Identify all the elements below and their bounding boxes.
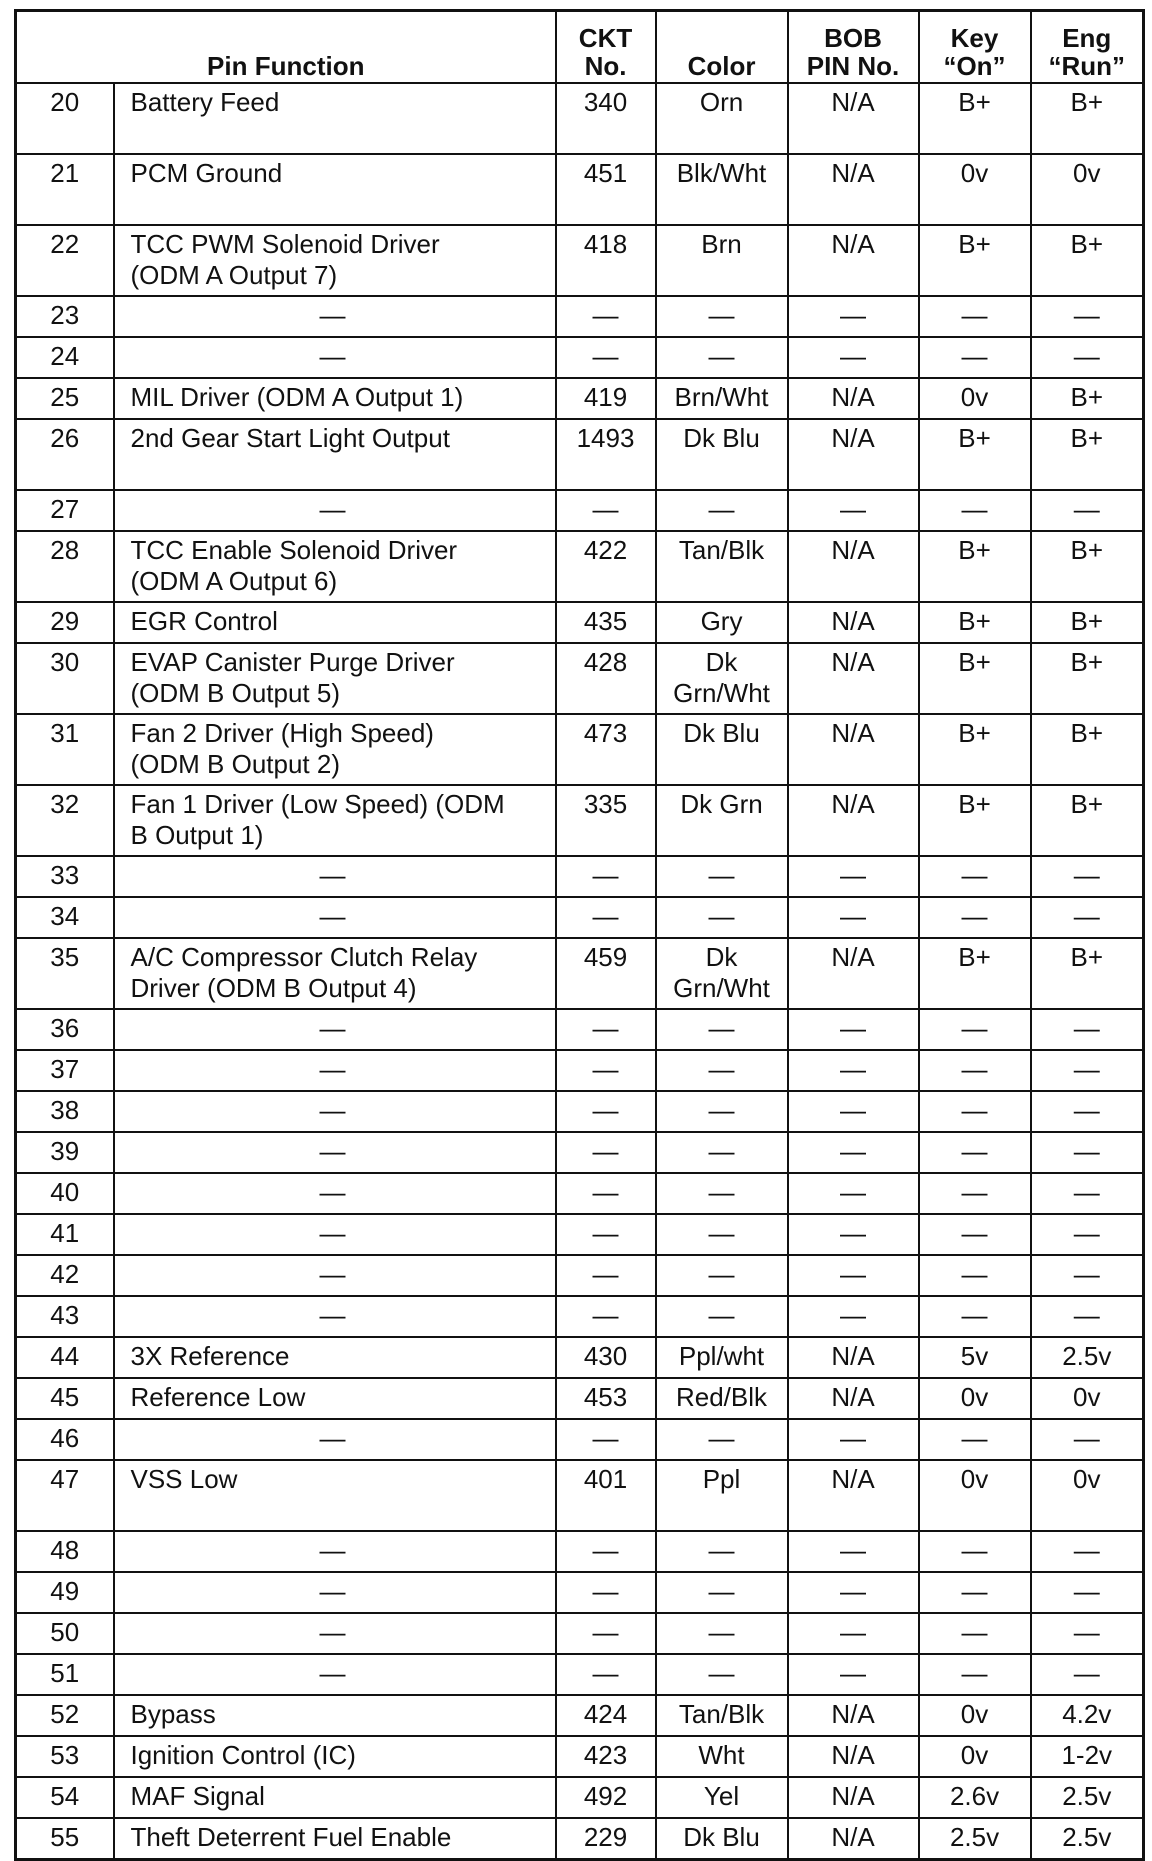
key-on-value: — (919, 337, 1031, 378)
key-on-value: — (919, 1173, 1031, 1214)
eng-run-value: 2.5v (1031, 1818, 1144, 1860)
table-row (16, 785, 1144, 856)
wire-color: — (656, 1091, 788, 1132)
key-on-value: — (919, 856, 1031, 897)
circuit-number: 229 (556, 1818, 656, 1860)
pin-function: — (114, 490, 556, 531)
bob-pin-number: — (788, 1613, 919, 1654)
eng-run-value: — (1031, 1572, 1144, 1613)
pin-number: 24 (16, 337, 114, 378)
pin-number: 51 (16, 1654, 114, 1695)
eng-run-value: 2.5v (1031, 1337, 1144, 1378)
table-row (16, 1296, 1144, 1337)
bob-pin-number: — (788, 296, 919, 337)
wire-color: — (656, 337, 788, 378)
key-on-value: 0v (919, 1695, 1031, 1736)
key-on-value: B+ (919, 602, 1031, 643)
key-on-value: — (919, 1296, 1031, 1337)
key-on-value: — (919, 1091, 1031, 1132)
pin-number: 46 (16, 1419, 114, 1460)
key-on-value: 0v (919, 1460, 1031, 1531)
wire-color: — (656, 897, 788, 938)
circuit-number: — (556, 1050, 656, 1091)
key-on-value: 2.5v (919, 1818, 1031, 1860)
pinout-sheet (14, 9, 1142, 1861)
key-on-value: — (919, 1613, 1031, 1654)
wire-color: Gry (656, 602, 788, 643)
eng-run-value: B+ (1031, 714, 1144, 785)
circuit-number: — (556, 1654, 656, 1695)
eng-run-value: — (1031, 1214, 1144, 1255)
circuit-number: — (556, 1255, 656, 1296)
pin-number: 47 (16, 1460, 114, 1531)
circuit-number: — (556, 1296, 656, 1337)
pin-function: Ignition Control (IC) (114, 1736, 556, 1777)
eng-run-value: — (1031, 897, 1144, 938)
wire-color: — (656, 1009, 788, 1050)
circuit-number: 430 (556, 1337, 656, 1378)
table-row (16, 1572, 1144, 1613)
bob-pin-number: — (788, 1531, 919, 1572)
pin-function: — (114, 897, 556, 938)
bob-pin-number: N/A (788, 1818, 919, 1860)
pin-function: EGR Control (114, 602, 556, 643)
key-on-value: 2.6v (919, 1777, 1031, 1818)
table-row (16, 856, 1144, 897)
bob-pin-number: — (788, 1255, 919, 1296)
pin-function: — (114, 1173, 556, 1214)
circuit-number: 451 (556, 154, 656, 225)
wire-color: — (656, 296, 788, 337)
pin-number: 23 (16, 296, 114, 337)
pin-function: — (114, 1296, 556, 1337)
bob-pin-number: N/A (788, 643, 919, 714)
pin-function: TCC Enable Solenoid Driver (ODM A Output 6) (114, 531, 556, 602)
pin-function: — (114, 1091, 556, 1132)
table-row (16, 1009, 1144, 1050)
eng-run-value: — (1031, 1050, 1144, 1091)
pin-function: — (114, 1613, 556, 1654)
key-on-value: — (919, 1009, 1031, 1050)
circuit-number: — (556, 490, 656, 531)
pin-number: 39 (16, 1132, 114, 1173)
bob-pin-number: N/A (788, 1695, 919, 1736)
circuit-number: 1493 (556, 419, 656, 490)
bob-pin-number: — (788, 1173, 919, 1214)
table-row (16, 1050, 1144, 1091)
pin-function: Battery Feed (114, 83, 556, 154)
key-on-value: — (919, 1531, 1031, 1572)
pin-number: 45 (16, 1378, 114, 1419)
key-on-header: Key “On” (919, 11, 1031, 84)
circuit-number: 340 (556, 83, 656, 154)
wire-color: — (656, 1572, 788, 1613)
eng-run-value: — (1031, 1173, 1144, 1214)
circuit-number: — (556, 1173, 656, 1214)
table-row (16, 154, 1144, 225)
key-on-value: B+ (919, 83, 1031, 154)
table-row (16, 1419, 1144, 1460)
table-row (16, 1255, 1144, 1296)
wire-color: Yel (656, 1777, 788, 1818)
eng-run-value: — (1031, 1091, 1144, 1132)
header-row (16, 11, 1144, 84)
bob-pin-number: N/A (788, 1736, 919, 1777)
table-row (16, 1695, 1144, 1736)
pin-function: Fan 1 Driver (Low Speed) (ODM B Output 1) (114, 785, 556, 856)
bob-pin-number: — (788, 337, 919, 378)
circuit-number: — (556, 1531, 656, 1572)
pin-function: — (114, 1419, 556, 1460)
ckt-header: CKT No. (556, 11, 656, 84)
circuit-number: — (556, 1214, 656, 1255)
key-on-value: — (919, 1419, 1031, 1460)
circuit-number: 401 (556, 1460, 656, 1531)
wire-color: — (656, 1214, 788, 1255)
bob-pin-number: — (788, 1009, 919, 1050)
eng-run-value: — (1031, 1613, 1144, 1654)
bob-pin-number: N/A (788, 602, 919, 643)
circuit-number: 453 (556, 1378, 656, 1419)
pin-number: 20 (16, 83, 114, 154)
key-on-value: B+ (919, 531, 1031, 602)
wire-color: — (656, 1132, 788, 1173)
pin-number: 36 (16, 1009, 114, 1050)
pin-function: — (114, 856, 556, 897)
wire-color: Tan/Blk (656, 531, 788, 602)
wire-color: Dk Blu (656, 714, 788, 785)
circuit-number: — (556, 897, 656, 938)
pin-number: 21 (16, 154, 114, 225)
circuit-number: — (556, 1613, 656, 1654)
pin-number: 44 (16, 1337, 114, 1378)
key-on-value: 5v (919, 1337, 1031, 1378)
pin-number: 29 (16, 602, 114, 643)
table-row (16, 531, 1144, 602)
eng-run-value: — (1031, 1132, 1144, 1173)
eng-run-value: B+ (1031, 938, 1144, 1009)
wire-color: Dk Grn/Wht (656, 938, 788, 1009)
circuit-number: — (556, 1419, 656, 1460)
pin-number: 34 (16, 897, 114, 938)
bob-pin-number: N/A (788, 531, 919, 602)
color-header: Color (656, 11, 788, 84)
eng-run-value: B+ (1031, 602, 1144, 643)
key-on-value: — (919, 1572, 1031, 1613)
wire-color: — (656, 1255, 788, 1296)
key-on-value: B+ (919, 714, 1031, 785)
pin-function: — (114, 1654, 556, 1695)
eng-run-value: — (1031, 490, 1144, 531)
circuit-number: 473 (556, 714, 656, 785)
table-row (16, 419, 1144, 490)
eng-run-value: B+ (1031, 643, 1144, 714)
key-on-value: — (919, 1654, 1031, 1695)
eng-run-value: — (1031, 1255, 1144, 1296)
pin-function: PCM Ground (114, 154, 556, 225)
table-row (16, 1818, 1144, 1860)
eng-run-value: 2.5v (1031, 1777, 1144, 1818)
pin-number: 38 (16, 1091, 114, 1132)
pin-function: MIL Driver (ODM A Output 1) (114, 378, 556, 419)
bob-pin-number: N/A (788, 1777, 919, 1818)
wire-color: — (656, 856, 788, 897)
table-row (16, 1654, 1144, 1695)
pin-number: 40 (16, 1173, 114, 1214)
circuit-number: 435 (556, 602, 656, 643)
eng-run-value: — (1031, 1296, 1144, 1337)
circuit-number: — (556, 1572, 656, 1613)
bob-pin-number: — (788, 897, 919, 938)
wire-color: Dk Blu (656, 1818, 788, 1860)
wire-color: Dk Grn/Wht (656, 643, 788, 714)
key-on-value: — (919, 1255, 1031, 1296)
eng-run-value: B+ (1031, 225, 1144, 296)
eng-run-value: — (1031, 856, 1144, 897)
bob-pin-header: BOB PIN No. (788, 11, 919, 84)
bob-pin-number: — (788, 1214, 919, 1255)
pin-function: — (114, 1132, 556, 1173)
table-body (16, 83, 1144, 1860)
table-row (16, 714, 1144, 785)
bob-pin-number: — (788, 1050, 919, 1091)
bob-pin-number: N/A (788, 225, 919, 296)
table-row (16, 490, 1144, 531)
circuit-number: 422 (556, 531, 656, 602)
circuit-number: — (556, 856, 656, 897)
bob-pin-number: N/A (788, 419, 919, 490)
table-row (16, 1173, 1144, 1214)
circuit-number: — (556, 296, 656, 337)
table-row (16, 337, 1144, 378)
wire-color: Ppl/wht (656, 1337, 788, 1378)
pin-function: — (114, 1214, 556, 1255)
pin-number: 53 (16, 1736, 114, 1777)
key-on-value: B+ (919, 643, 1031, 714)
circuit-number: — (556, 1132, 656, 1173)
pin-function: MAF Signal (114, 1777, 556, 1818)
pin-number: 22 (16, 225, 114, 296)
circuit-number: 335 (556, 785, 656, 856)
bob-pin-number: N/A (788, 1378, 919, 1419)
circuit-number: 418 (556, 225, 656, 296)
pin-number: 33 (16, 856, 114, 897)
bob-pin-number: — (788, 1654, 919, 1695)
pin-function: A/C Compressor Clutch Relay Driver (ODM B Output 4) (114, 938, 556, 1009)
pin-function: EVAP Canister Purge Driver (ODM B Output 5) (114, 643, 556, 714)
pin-number: 27 (16, 490, 114, 531)
pin-function: — (114, 296, 556, 337)
table-row (16, 225, 1144, 296)
circuit-number: — (556, 337, 656, 378)
key-on-value: 0v (919, 1736, 1031, 1777)
pin-function: Theft Deterrent Fuel Enable (114, 1818, 556, 1860)
wire-color: — (656, 1531, 788, 1572)
pin-number: 25 (16, 378, 114, 419)
pin-number: 28 (16, 531, 114, 602)
table-row (16, 1214, 1144, 1255)
pin-number: 35 (16, 938, 114, 1009)
wire-color: — (656, 490, 788, 531)
pin-function: — (114, 1050, 556, 1091)
table-row (16, 1613, 1144, 1654)
eng-run-value: B+ (1031, 83, 1144, 154)
pin-number: 49 (16, 1572, 114, 1613)
eng-run-value: B+ (1031, 785, 1144, 856)
circuit-number: 492 (556, 1777, 656, 1818)
wire-color: — (656, 1613, 788, 1654)
pin-number: 42 (16, 1255, 114, 1296)
bob-pin-number: — (788, 1419, 919, 1460)
bob-pin-number: N/A (788, 378, 919, 419)
key-on-value: — (919, 1214, 1031, 1255)
pin-function: — (114, 1572, 556, 1613)
wire-color: — (656, 1296, 788, 1337)
eng-run-value: — (1031, 1654, 1144, 1695)
pin-number: 43 (16, 1296, 114, 1337)
circuit-number: 424 (556, 1695, 656, 1736)
pin-function: TCC PWM Solenoid Driver (ODM A Output 7) (114, 225, 556, 296)
bob-pin-number: N/A (788, 83, 919, 154)
table-row (16, 1091, 1144, 1132)
circuit-number: — (556, 1091, 656, 1132)
pin-number: 52 (16, 1695, 114, 1736)
wire-color: Brn (656, 225, 788, 296)
wire-color: — (656, 1419, 788, 1460)
pin-function: — (114, 1009, 556, 1050)
table-row (16, 897, 1144, 938)
pin-number: 48 (16, 1531, 114, 1572)
pin-function-header: Pin Function (16, 11, 556, 84)
wire-color: — (656, 1654, 788, 1695)
circuit-number: — (556, 1009, 656, 1050)
pin-function: 3X Reference (114, 1337, 556, 1378)
pin-number: 41 (16, 1214, 114, 1255)
pin-function: Fan 2 Driver (High Speed) (ODM B Output 2) (114, 714, 556, 785)
table-row (16, 1736, 1144, 1777)
pin-function: — (114, 1255, 556, 1296)
bob-pin-number: N/A (788, 1460, 919, 1531)
table-row (16, 378, 1144, 419)
bob-pin-number: — (788, 1091, 919, 1132)
bob-pin-number: — (788, 1132, 919, 1173)
table-row (16, 1378, 1144, 1419)
wire-color: Orn (656, 83, 788, 154)
bob-pin-number: N/A (788, 785, 919, 856)
table-row (16, 1337, 1144, 1378)
table-row (16, 938, 1144, 1009)
eng-run-value: B+ (1031, 419, 1144, 490)
pin-number: 54 (16, 1777, 114, 1818)
bob-pin-number: N/A (788, 154, 919, 225)
wire-color: — (656, 1050, 788, 1091)
eng-run-value: — (1031, 1531, 1144, 1572)
circuit-number: 428 (556, 643, 656, 714)
eng-run-value: 1-2v (1031, 1736, 1144, 1777)
eng-run-value: 0v (1031, 1378, 1144, 1419)
key-on-value: B+ (919, 225, 1031, 296)
bob-pin-number: — (788, 1572, 919, 1613)
wire-color: — (656, 1173, 788, 1214)
table-row (16, 1460, 1144, 1531)
circuit-number: 423 (556, 1736, 656, 1777)
table-row (16, 1132, 1144, 1173)
eng-run-value: B+ (1031, 378, 1144, 419)
eng-run-value: 0v (1031, 154, 1144, 225)
key-on-value: B+ (919, 419, 1031, 490)
table-row (16, 643, 1144, 714)
circuit-number: 419 (556, 378, 656, 419)
wire-color: Dk Grn (656, 785, 788, 856)
bob-pin-number: — (788, 1296, 919, 1337)
wire-color: Blk/Wht (656, 154, 788, 225)
pin-number: 32 (16, 785, 114, 856)
pin-number: 37 (16, 1050, 114, 1091)
eng-run-value: — (1031, 296, 1144, 337)
pin-function: Bypass (114, 1695, 556, 1736)
pin-function: — (114, 337, 556, 378)
table-row (16, 1531, 1144, 1572)
key-on-value: — (919, 490, 1031, 531)
eng-run-value: — (1031, 1419, 1144, 1460)
eng-run-value: 0v (1031, 1460, 1144, 1531)
pin-number: 50 (16, 1613, 114, 1654)
wire-color: Brn/Wht (656, 378, 788, 419)
bob-pin-number: — (788, 490, 919, 531)
eng-run-value: — (1031, 337, 1144, 378)
key-on-value: — (919, 1132, 1031, 1173)
pin-number: 55 (16, 1818, 114, 1860)
circuit-number: 459 (556, 938, 656, 1009)
wire-color: Tan/Blk (656, 1695, 788, 1736)
key-on-value: — (919, 296, 1031, 337)
table-row (16, 602, 1144, 643)
key-on-value: — (919, 1050, 1031, 1091)
wire-color: Ppl (656, 1460, 788, 1531)
bob-pin-number: N/A (788, 1337, 919, 1378)
key-on-value: — (919, 897, 1031, 938)
key-on-value: 0v (919, 154, 1031, 225)
pin-number: 30 (16, 643, 114, 714)
pin-function: — (114, 1531, 556, 1572)
eng-run-value: 4.2v (1031, 1695, 1144, 1736)
table-row (16, 1777, 1144, 1818)
key-on-value: B+ (919, 785, 1031, 856)
pin-function: Reference Low (114, 1378, 556, 1419)
table-row (16, 296, 1144, 337)
eng-run-value: — (1031, 1009, 1144, 1050)
key-on-value: 0v (919, 378, 1031, 419)
bob-pin-number: N/A (788, 938, 919, 1009)
pinout-table (14, 9, 1145, 1861)
eng-run-header: Eng “Run” (1031, 11, 1144, 84)
wire-color: Red/Blk (656, 1378, 788, 1419)
pin-function: 2nd Gear Start Light Output (114, 419, 556, 490)
pin-number: 31 (16, 714, 114, 785)
wire-color: Dk Blu (656, 419, 788, 490)
key-on-value: B+ (919, 938, 1031, 1009)
table-row (16, 83, 1144, 154)
pin-number: 26 (16, 419, 114, 490)
bob-pin-number: — (788, 856, 919, 897)
key-on-value: 0v (919, 1378, 1031, 1419)
bob-pin-number: N/A (788, 714, 919, 785)
wire-color: Wht (656, 1736, 788, 1777)
pin-function: VSS Low (114, 1460, 556, 1531)
eng-run-value: B+ (1031, 531, 1144, 602)
